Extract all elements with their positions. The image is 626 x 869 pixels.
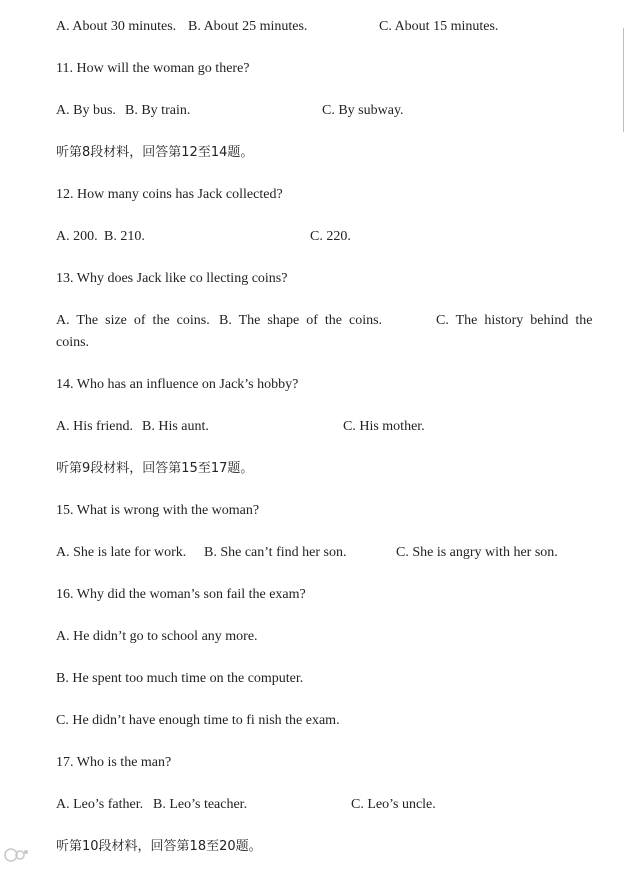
q15-option-b: B. She can’t find her son.: [204, 545, 347, 560]
q13-option-b: B. The shape of the coins.: [219, 313, 383, 328]
page-edge-rule: [623, 28, 624, 132]
question-11: 11. How will the woman go there?: [56, 61, 250, 76]
q17-option-b: B. Leo’s teacher.: [153, 797, 248, 812]
q16-option-b: B. He spent too much time on the computer.: [56, 671, 304, 686]
q15-option-c: C. She is angry with her son.: [396, 545, 558, 560]
q15-option-a: A. She is late for work.: [56, 545, 187, 560]
q17-option-a: A. Leo’s father.: [56, 797, 144, 812]
q11-option-a: A. By bus.: [56, 103, 116, 118]
q13-option-a: A. The size of the coins.: [56, 313, 210, 328]
watermark: [4, 846, 74, 866]
q12-option-b: B. 210.: [104, 229, 145, 244]
q12-option-c: C. 220.: [310, 229, 351, 244]
q14-option-a: A. His friend.: [56, 419, 133, 434]
q10-option-b: B. About 25 minutes.: [188, 19, 308, 34]
q17-option-c: C. Leo’s uncle.: [351, 797, 436, 812]
question-13: 13. Why does Jack like co llecting coins?: [56, 271, 288, 286]
q13-option-c: C. The history behind the: [436, 313, 593, 328]
question-14: 14. Who has an influence on Jack’s hobby?: [56, 377, 299, 392]
q12-option-a: A. 200.: [56, 229, 98, 244]
question-17: 17. Who is the man?: [56, 755, 172, 770]
q11-option-c: C. By subway.: [322, 103, 404, 118]
watermark-logo-icon: [4, 846, 30, 864]
question-12: 12. How many coins has Jack collected?: [56, 187, 283, 202]
q10-option-c: C. About 15 minutes.: [379, 19, 499, 34]
q10-option-a: A. About 30 minutes.: [56, 19, 177, 34]
q14-option-c: C. His mother.: [343, 419, 425, 434]
q16-option-a: A. He didn’t go to school any more.: [56, 629, 258, 644]
q16-option-c: C. He didn’t have enough time to fi nish the exam.: [56, 713, 340, 728]
question-15: 15. What is wrong with the woman?: [56, 503, 260, 518]
section-9-heading: 听第9段材料，回答第15至17题。: [56, 461, 254, 476]
q13-option-c-wrap: coins.: [56, 335, 90, 350]
q14-option-b: B. His aunt.: [142, 419, 209, 434]
question-16: 16. Why did the woman’s son fail the exam?: [56, 587, 306, 602]
section-10-heading: 听第10段材料，回答第18至20题。: [56, 839, 262, 854]
section-8-heading: 听第8段材料，回答第12至14题。: [56, 145, 254, 160]
q11-option-b: B. By train.: [125, 103, 191, 118]
